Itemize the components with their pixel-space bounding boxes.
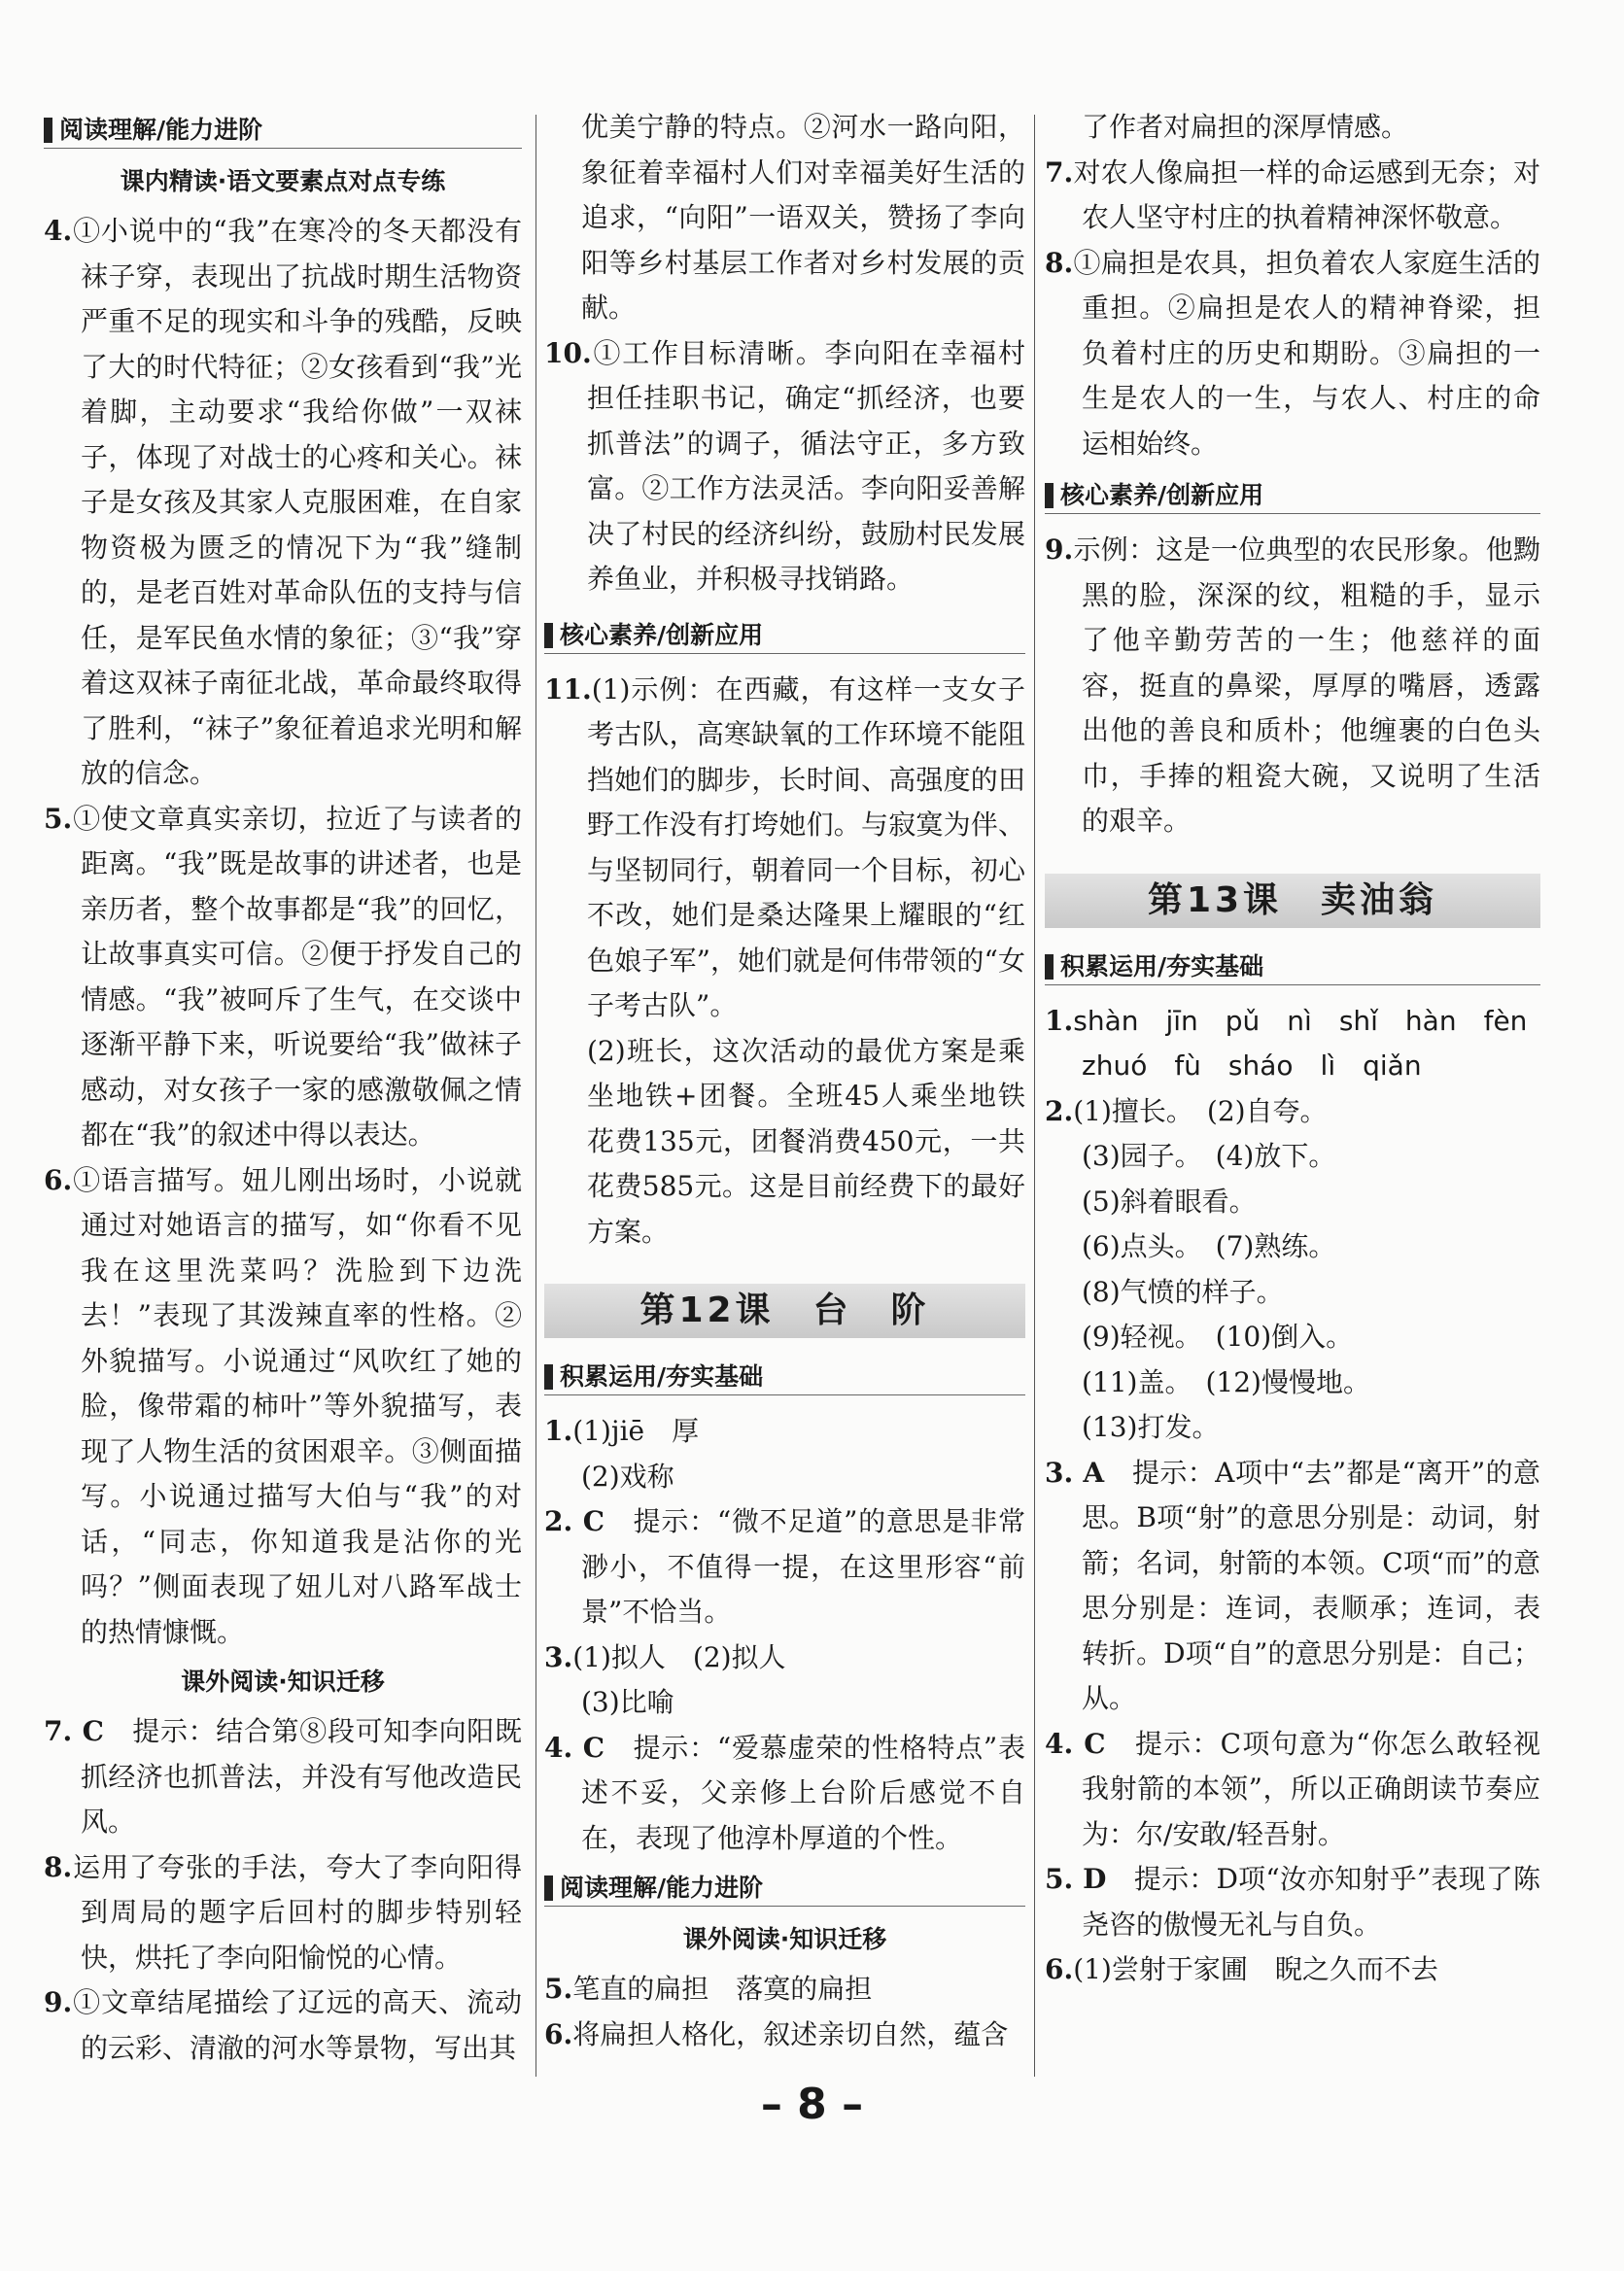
answer-2: 2. C 提示：“微不足道”的意思是非常渺小，不值得一提，在这里形容“前景”不恰当。 <box>544 1505 1025 1628</box>
subsection-heading: 课内精读·语文要素点对点专练 <box>120 167 446 195</box>
section-heading: 阅读理解/能力进阶 <box>544 1871 1025 1907</box>
answer-4: 4. C 提示：C项句意为“你怎么敢轻视我射箭的本领”，所以正确朗读节奏应为：尔/安敢/轻吾射。 <box>1045 1727 1540 1850</box>
answer-6: 6.将扁担人格化，叙述亲切自然，蕴含 <box>544 2017 1009 2050</box>
page-number: – 8 – <box>760 2080 864 2129</box>
answer-10: 10.①工作目标清晰。李向阳在幸福村担任挂职书记，确定“抓经济，也要抓普法”的调子，循法守正，多方致富。②工作方法灵活。李向阳妥善解决了村民的经济纠纷，鼓励村民发展养鱼业，并积极寻找销路。 <box>544 336 1025 595</box>
answer-3-line2: (3)比喻 <box>581 1686 674 1718</box>
answer-1: 1.(1)jiē 厚 <box>544 1415 700 1447</box>
answer-2-line: (6)点头。 (7)熟练。 <box>1082 1230 1336 1262</box>
answer-6: 6.①语言描写。妞儿刚出场时，小说就通过对她语言的描写，如“你看不见我在这里洗菜吗？洗脸到下边洗去！”表现了其泼辣直率的性格。②外貌描写。小说通过“风吹红了她的脸，像带霜的柿叶”等外貌描写，表现了人物生活的贫困艰辛。③侧面描写。小说通过描写大伯与“我”的对话，“同志，你知道我是沾你的光吗？”侧面表现了妞儿对八路军战士的热情慷慨。 <box>44 1163 522 1648</box>
column-2 <box>544 105 1025 2057</box>
answer-2-line: (9)轻视。 (10)倒入。 <box>1082 1321 1354 1353</box>
section-heading: 积累运用/夯实基础 <box>1045 949 1540 985</box>
section-heading: 阅读理解/能力进阶 <box>44 113 522 149</box>
answer-2-line: (5)斜着眼看。 <box>1082 1185 1257 1218</box>
answer-7: 7. C 提示：结合第⑧段可知李向阳既抓经济也抓普法，并没有写他改造民风。 <box>44 1715 522 1838</box>
section-heading: 核心素养/创新应用 <box>1045 478 1540 514</box>
answer-6-continued: 了作者对扁担的深厚情感。 <box>1082 111 1409 143</box>
column-divider-2 <box>1034 115 1035 2077</box>
column-3 <box>1045 105 1540 1993</box>
answer-8: 8.①扁担是农具，担负着农人家庭生活的重担。②扁担是农人的精神脊梁，担负着村庄的历史和期盼。③扁担的一生是农人的一生，与农人、村庄的命运相始终。 <box>1045 246 1540 460</box>
answer-5: 5. D 提示：D项“汝亦知射乎”表现了陈尧咨的傲慢无礼与自负。 <box>1045 1863 1540 1941</box>
answer-4: 4.①小说中的“我”在寒冷的冬天都没有袜子穿，表现出了抗战时期生活物资严重不足的现实和斗争的残酷，反映了大的时代特征；②女孩看到“我”光着脚，主动要求“我给你做”一双袜子，体现了对战士的心疼和关心。袜子是女孩及其家人克服困难，在自家物资极为匮乏的情况下为“我”缝制的，是老百姓对革命队伍的支持与信任，是军民鱼水情的象征；③“我”穿着这双袜子南征北战，革命最终取得了胜利，“袜子”象征着追求光明和解放的信念。 <box>44 215 522 789</box>
lesson-title: 第12课 台 阶 <box>544 1284 1025 1338</box>
answer-1: 1.shàn jīn pǔ nì shǐ hàn fèn <box>1045 1004 1528 1037</box>
answer-1-line2: zhuó fù sháo lì qiǎn <box>1082 1049 1422 1082</box>
column-1 <box>44 105 522 2071</box>
answer-7: 7.对农人像扁担一样的命运感到无奈；对农人坚守村庄的执着精神深怀敬意。 <box>1045 155 1540 233</box>
subsection-heading: 课外阅读·知识迁移 <box>181 1668 385 1696</box>
answer-5: 5.笔直的扁担 落寞的扁担 <box>544 1973 873 2005</box>
answer-2-line: (3)园子。 (4)放下。 <box>1082 1140 1336 1172</box>
answer-2-line: (11)盖。 (12)慢慢地。 <box>1082 1365 1370 1398</box>
answer-4: 4. C 提示：“爱慕虚荣的性格特点”表述不妥，父亲修上台阶后感觉不自在，表现了他淳朴厚道的个性。 <box>544 1731 1025 1854</box>
answer-9: 9.示例：这是一位典型的农民形象。他黝黑的脸，深深的纹，粗糙的手，显示了他辛勤劳苦的一生；他慈祥的面容，挺直的鼻梁，厚厚的嘴唇，透露出他的善良和质朴；他缠裹的白色头巾，手捧的粗瓷大碗，又说明了生活的艰辛。 <box>1045 533 1540 837</box>
subsection-heading: 课外阅读·知识迁移 <box>682 1925 887 1953</box>
answer-9-continued: 优美宁静的特点。②河水一路向阳，象征着幸福村人们对幸福美好生活的追求，“向阳”一语双关，赞扬了李向阳等乡村基层工作者对乡村发展的贡献。 <box>581 111 1025 324</box>
answer-5: 5.①使文章真实亲切，拉近了与读者的距离。“我”既是故事的讲述者，也是亲历者，整个故事都是“我”的回忆，让故事真实可信。②便于抒发自己的情感。“我”被呵斥了生气，在交谈中逐渐平静下来，听说要给“我”做袜子感动，对女孩子一家的感激敬佩之情都在“我”的叙述中得以表达。 <box>44 802 522 1151</box>
answer-11: 11.(1)示例：在西藏，有这样一支女子考古队，高寒缺氧的工作环境不能阻挡她们的脚步，长时间、高强度的田野工作没有打垮她们。与寂寞为伴、与坚韧同行，朝着同一个目标，初心不改，她们是桑达隆果上耀眼的“红色娘子军”，她们就是何伟带领的“女子考古队”。 <box>544 672 1025 1021</box>
answer-8: 8.运用了夸张的手法，夸大了李向阳得到周局的题字后回村的脚步特别轻快，烘托了李向阳愉悦的心情。 <box>44 1850 522 1974</box>
section-heading: 核心素养/创新应用 <box>544 618 1025 654</box>
answer-6: 6.(1)尝射于家圃 睨之久而不去 <box>1045 1953 1438 1985</box>
answer-3: 3. A 提示：A项中“去”都是“离开”的意思。B项“射”的意思分别是：动词，射箭；名词，射箭的本领。C项“而”的意思分别是：连词，表顺承；连词，表转折。D项“自”的意思分别是：自己；从。 <box>1045 1456 1540 1714</box>
answer-1-line2: (2)戏称 <box>581 1460 674 1493</box>
section-heading: 积累运用/夯实基础 <box>544 1359 1025 1395</box>
answer-2: 2.(1)擅长。 (2)自夸。 <box>1045 1094 1328 1127</box>
lesson-title: 第13课 卖油翁 <box>1045 874 1540 928</box>
answer-2-line: (8)气愤的样子。 <box>1082 1275 1284 1308</box>
answer-2-line: (13)打发。 <box>1082 1411 1220 1443</box>
answer-9: 9.①文章结尾描绘了辽远的高天、流动的云彩、清澈的河水等景物，写出其 <box>44 1986 522 2064</box>
answer-3: 3.(1)拟人 (2)拟人 <box>544 1640 786 1673</box>
answer-11-part2: (2)班长，这次活动的最优方案是乘坐地铁+团餐。全班45人乘坐地铁花费135元，团餐消费450元，一共花费585元。这是目前经费下的最好方案。 <box>587 1034 1025 1248</box>
